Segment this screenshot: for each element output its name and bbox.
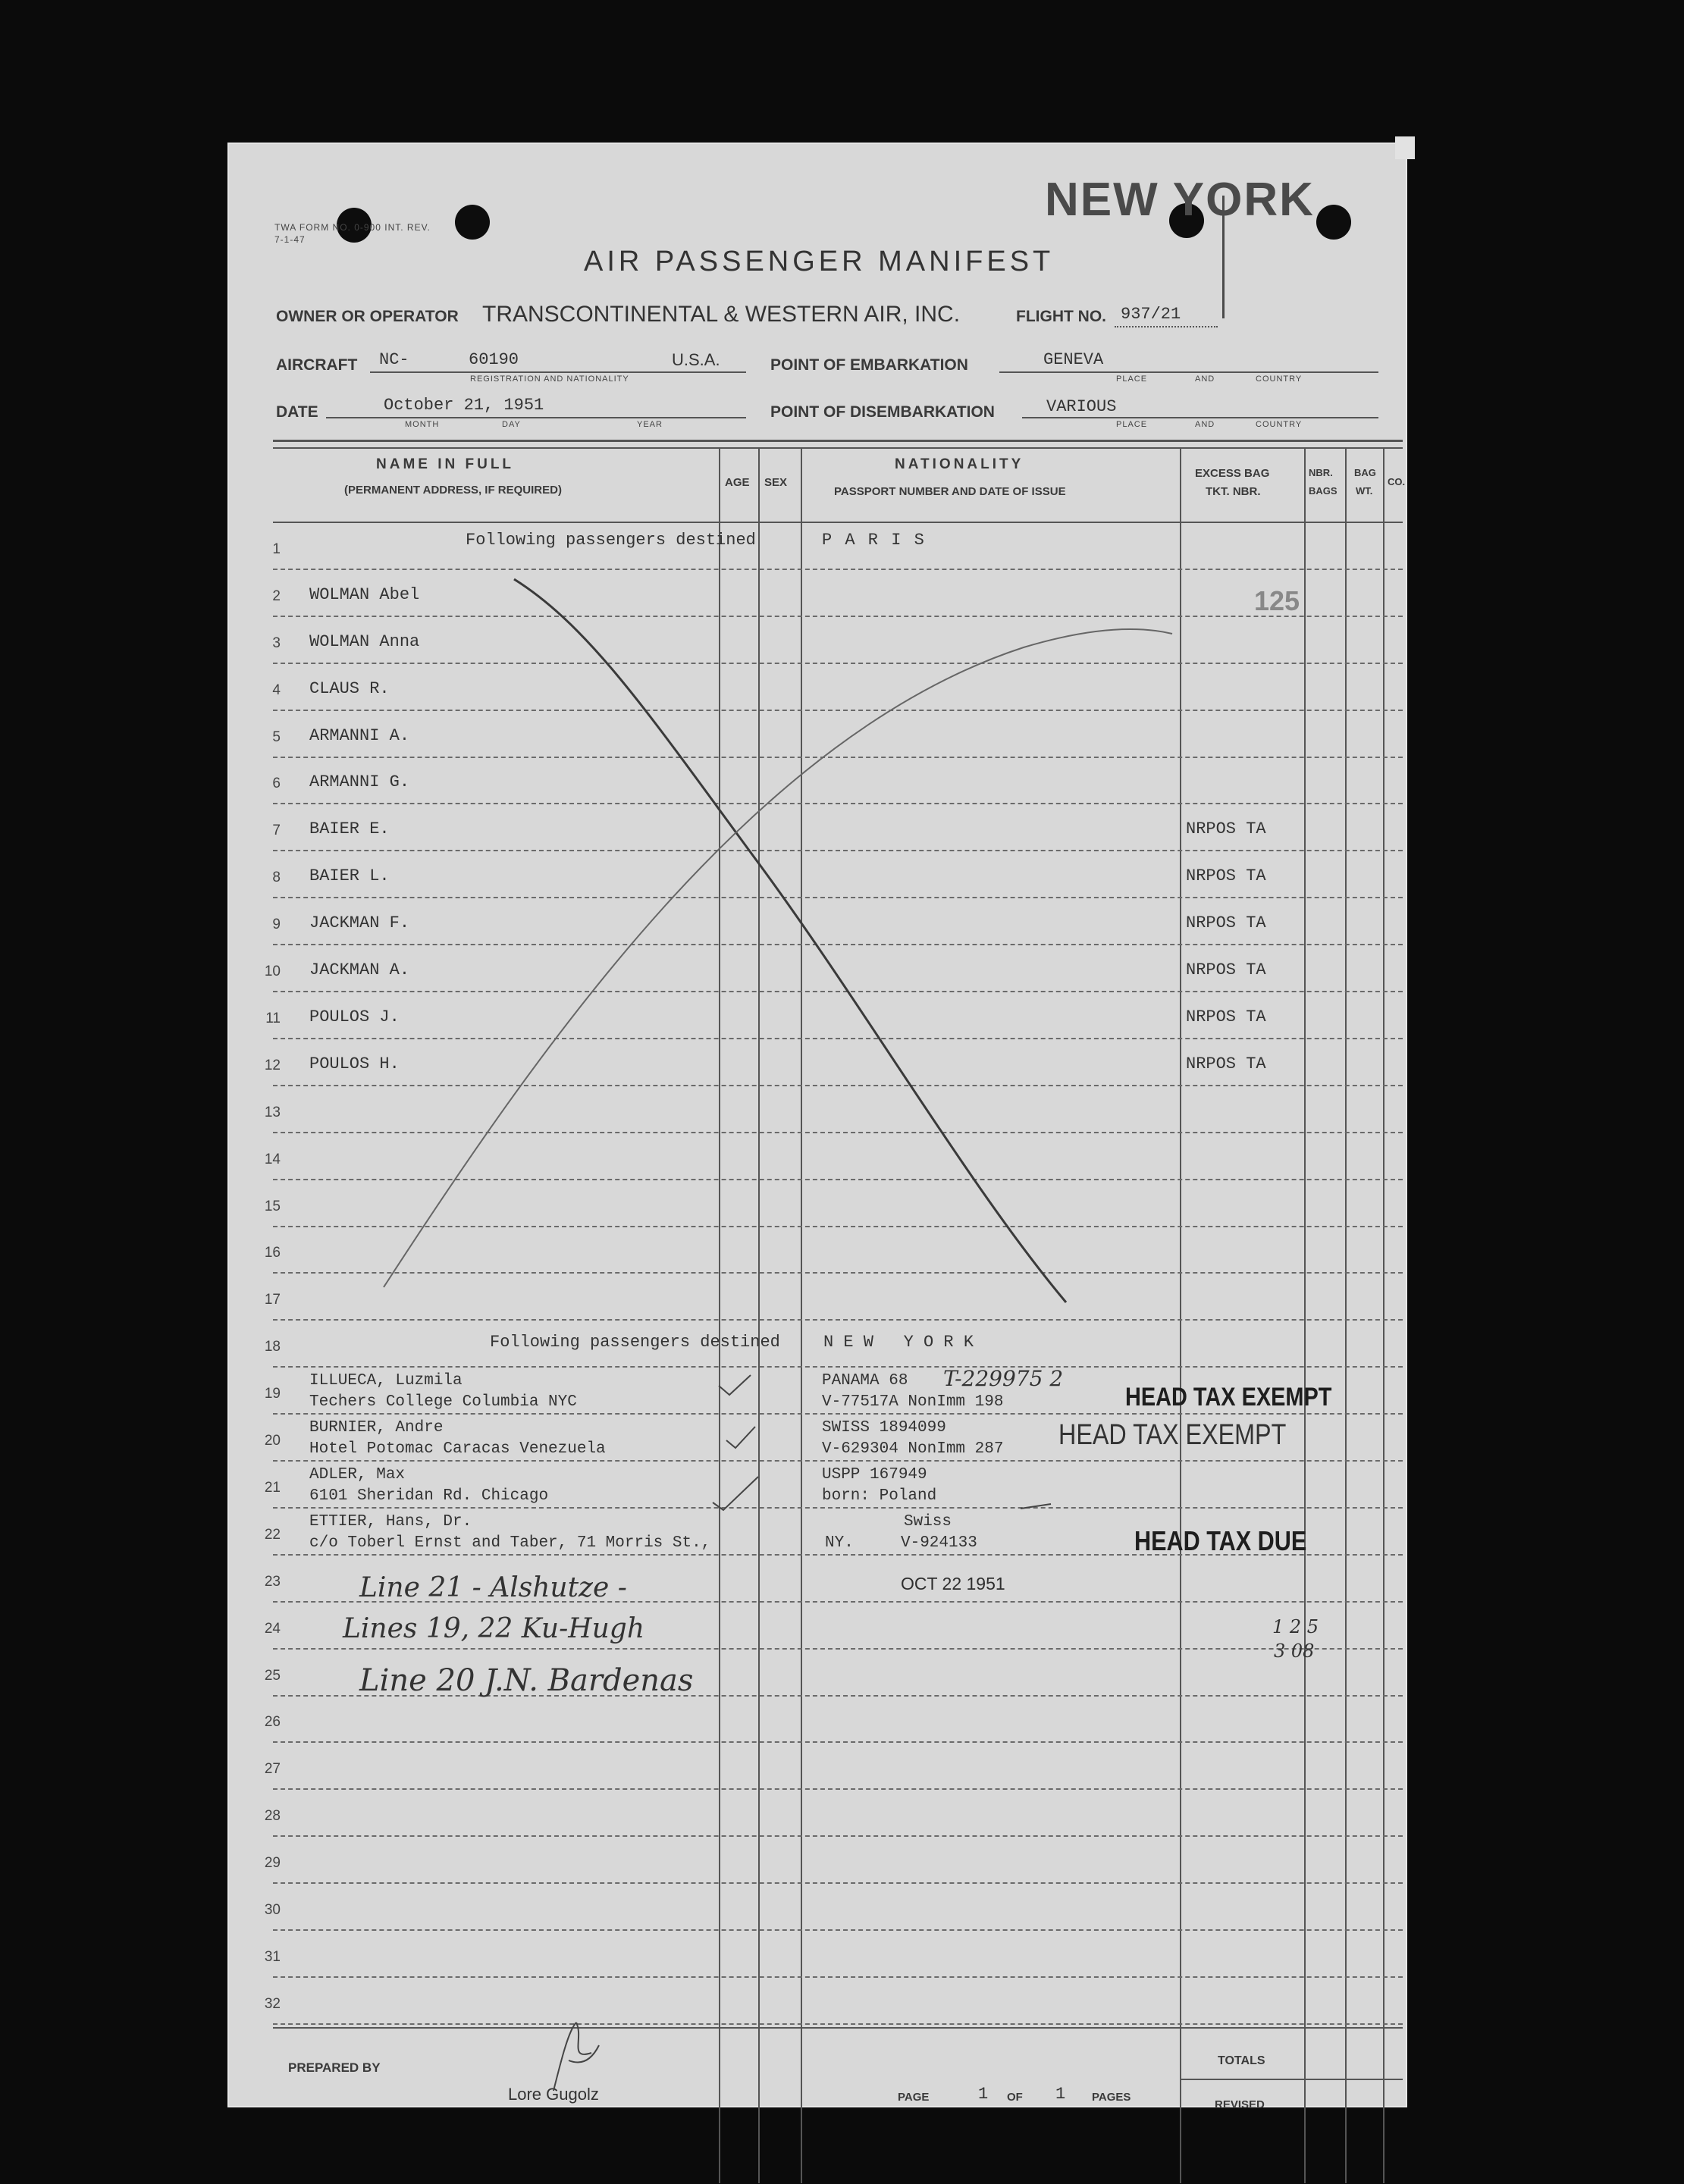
row-number: 8 (272, 870, 281, 886)
ny-header: Following passengers destined (490, 1333, 780, 1352)
passenger-name: WOLMAN Abel (309, 584, 420, 604)
passenger-name: CLAUS R. (309, 678, 390, 698)
header-age: AGE (725, 476, 750, 489)
header-nbr: NBR. (1309, 467, 1333, 478)
row-number: 31 (264, 1948, 281, 1965)
date-value: October 21, 1951 (384, 396, 544, 415)
head-tax-exempt-stamp-2: HEAD TAX EXEMPT (1058, 1419, 1287, 1451)
paris-header: Following passengers destined (466, 531, 756, 550)
head-tax-exempt-stamp-1: HEAD TAX EXEMPT (1125, 1383, 1332, 1412)
row-number: 16 (264, 1245, 281, 1261)
passport-number: V-924133 (901, 1534, 977, 1552)
row-number: 11 (265, 1010, 281, 1026)
check-marks (227, 143, 1407, 2107)
row-number: 1 (272, 541, 281, 557)
city-stamp: NEW YORK (1045, 174, 1315, 226)
page-title: AIR PASSENGER MANIFEST (584, 246, 1055, 277)
row-number: 9 (272, 917, 281, 933)
bag-count-stamp: 125 (1254, 585, 1300, 616)
handwritten-right-1: 1 2 5 (1272, 1616, 1319, 1637)
row-number: 6 (272, 776, 281, 792)
embark-label: POINT OF EMBARKATION (770, 356, 968, 374)
row-number: 19 (264, 1386, 281, 1402)
excess-bag-ticket: NRPOS TA (1186, 866, 1266, 886)
aircraft-sub: REGISTRATION AND NATIONALITY (470, 374, 629, 384)
disembark-value: VARIOUS (1046, 397, 1117, 416)
passenger-name: ADLER, Max (309, 1465, 406, 1484)
handwritten-line-25: Line 20 J.N. Bardenas (359, 1663, 694, 1698)
header-bag: BAG (1354, 467, 1376, 478)
header-last: CO. (1388, 476, 1406, 487)
ny-dest: N E W Y O R K (823, 1333, 974, 1352)
prepared-label: PREPARED BY (288, 2060, 381, 2075)
page-label: PAGE (898, 2091, 930, 2104)
row-number: 2 (272, 588, 281, 604)
row-number: 26 (264, 1714, 281, 1731)
place-sub: PLACE (1116, 420, 1148, 429)
handwritten-right-2: 3 08 (1274, 1640, 1315, 1662)
date-sub-day: DAY (502, 420, 521, 429)
prepared-value: Lore Gugolz (508, 2085, 599, 2104)
row-number: 29 (264, 1855, 281, 1872)
owner-value: TRANSCONTINENTAL & WESTERN AIR, INC. (482, 302, 961, 327)
passenger-name: ARMANNI A. (309, 725, 410, 745)
header-name: NAME IN FULL (376, 456, 515, 472)
passenger-name: BURNIER, Andre (309, 1419, 444, 1437)
check-mark (719, 1375, 751, 1395)
row-number: 27 (264, 1761, 281, 1778)
passenger-address: c/o Toberl Ernst and Taber, 71 Morris St., (309, 1534, 711, 1552)
flight-label: FLIGHT NO. (1016, 308, 1106, 325)
form-id: TWA FORM NO. 0-900 INT. REV. 7-1-47 (274, 222, 431, 245)
passenger-name: POULOS J. (309, 1007, 400, 1026)
header-nbr-sub: BAGS (1309, 485, 1337, 497)
row-number: 30 (264, 1902, 281, 1918)
check-mark (713, 1477, 758, 1510)
row-number: 22 (264, 1526, 281, 1543)
passenger-address: Techers College Columbia NYC (309, 1393, 577, 1412)
excess-bag-ticket: NRPOS TA (1186, 913, 1266, 933)
and-sub: AND (1195, 420, 1215, 429)
date-label: DATE (276, 403, 318, 421)
date-sub-year: YEAR (637, 420, 663, 429)
row-number: 14 (264, 1151, 281, 1167)
passenger-name: ILLUECA, Luzmila (309, 1372, 463, 1390)
header-nationality: NATIONALITY (895, 456, 1024, 472)
aircraft-prefix: NC- (379, 350, 409, 369)
row-number: 20 (264, 1433, 281, 1449)
header-bag-sub: WT. (1356, 485, 1373, 497)
header-sex: SEX (764, 476, 788, 489)
row-number: 7 (272, 823, 281, 839)
paris-dest: P A R I S (822, 531, 926, 550)
passenger-name: ARMANNI G. (309, 772, 410, 792)
row-number: 21 (264, 1479, 281, 1496)
passenger-address: Hotel Potomac Caracas Venezuela (309, 1440, 606, 1458)
check-mark (726, 1427, 755, 1448)
passenger-name: ETTIER, Hans, Dr. (309, 1512, 472, 1531)
row-number: 10 (264, 964, 281, 979)
header-excess: EXCESS BAG (1195, 467, 1270, 480)
owner-label: OWNER OR OPERATOR (276, 308, 459, 325)
passenger-address: 6101 Sheridan Rd. Chicago (309, 1487, 549, 1505)
handwritten-line-24: Lines 19, 22 Ku-Hugh (343, 1613, 645, 1644)
passport-number: V-629304 NonImm 287 (822, 1440, 1004, 1458)
excess-bag-ticket: NRPOS TA (1186, 960, 1266, 979)
passenger-name: BAIER E. (309, 819, 390, 839)
and-sub: AND (1195, 374, 1215, 384)
row-number: 3 (272, 635, 281, 651)
country-sub: COUNTRY (1256, 420, 1303, 429)
date-sub-month: MONTH (405, 420, 440, 429)
passenger-address-cont: NY. (825, 1534, 854, 1552)
initials-signature (546, 2015, 607, 2098)
embark-value: GENEVA (1043, 350, 1104, 369)
country-sub: COUNTRY (1256, 374, 1303, 384)
header-name-sub: (PERMANENT ADDRESS, IF REQUIRED) (344, 484, 562, 497)
excess-bag-ticket: NRPOS TA (1186, 819, 1266, 839)
head-tax-due-stamp: HEAD TAX DUE (1134, 1525, 1307, 1556)
row-number: 15 (264, 1198, 281, 1214)
row-number: 12 (264, 1057, 281, 1073)
row-number: 24 (264, 1620, 281, 1637)
row-number: 25 (264, 1667, 281, 1684)
totals-label: TOTALS (1218, 2054, 1265, 2067)
passenger-name: JACKMAN F. (309, 913, 410, 933)
row-number: 28 (264, 1808, 281, 1825)
flight-value: 937/21 (1121, 305, 1181, 324)
date-stamp: OCT 22 1951 (901, 1574, 1005, 1593)
row-number: 13 (264, 1104, 281, 1120)
page-number: 1 (978, 2085, 989, 2104)
handwritten-passport-number: T-229975 2 (943, 1366, 1064, 1392)
passport-nationality: SWISS 1894099 (822, 1419, 946, 1437)
handwritten-line-23: Line 21 - Alshutze - (359, 1572, 627, 1603)
aircraft-label: AIRCRAFT (276, 356, 358, 374)
page-total: 1 (1055, 2085, 1066, 2104)
passenger-name: JACKMAN A. (309, 960, 410, 979)
header-nationality-sub: PASSPORT NUMBER AND DATE OF ISSUE (834, 485, 1066, 498)
excess-bag-ticket: NRPOS TA (1186, 1054, 1266, 1073)
passport-nationality: PANAMA 68 (822, 1372, 908, 1390)
passenger-name: BAIER L. (309, 866, 390, 886)
passport-nationality: USPP 167949 (822, 1465, 927, 1484)
passport-number: V-77517A NonImm 198 (822, 1393, 1004, 1412)
dash-mark (1021, 1504, 1051, 1509)
disembark-label: POINT OF DISEMBARKATION (770, 403, 995, 421)
row-number: 4 (272, 682, 281, 698)
passenger-name: POULOS H. (309, 1054, 400, 1073)
row-number: 32 (264, 1995, 281, 2012)
of-label: OF (1007, 2091, 1023, 2104)
row-number: 18 (264, 1339, 281, 1355)
passport-nationality: Swiss (904, 1512, 952, 1531)
row-number: 5 (272, 729, 281, 745)
aircraft-country: U.S.A. (672, 350, 720, 369)
passport-number: born: Poland (822, 1487, 937, 1505)
manifest-page (227, 143, 1407, 2111)
revised-label: REVISED (1215, 2098, 1265, 2111)
row-number: 17 (264, 1292, 281, 1308)
row-number: 23 (264, 1573, 281, 1590)
aircraft-value: 60190 (469, 350, 519, 369)
pages-label: PAGES (1092, 2091, 1131, 2104)
excess-bag-ticket: NRPOS TA (1186, 1007, 1266, 1026)
header-excess-sub: TKT. NBR. (1206, 485, 1261, 498)
passenger-name: WOLMAN Anna (309, 631, 420, 651)
place-sub: PLACE (1116, 374, 1148, 384)
